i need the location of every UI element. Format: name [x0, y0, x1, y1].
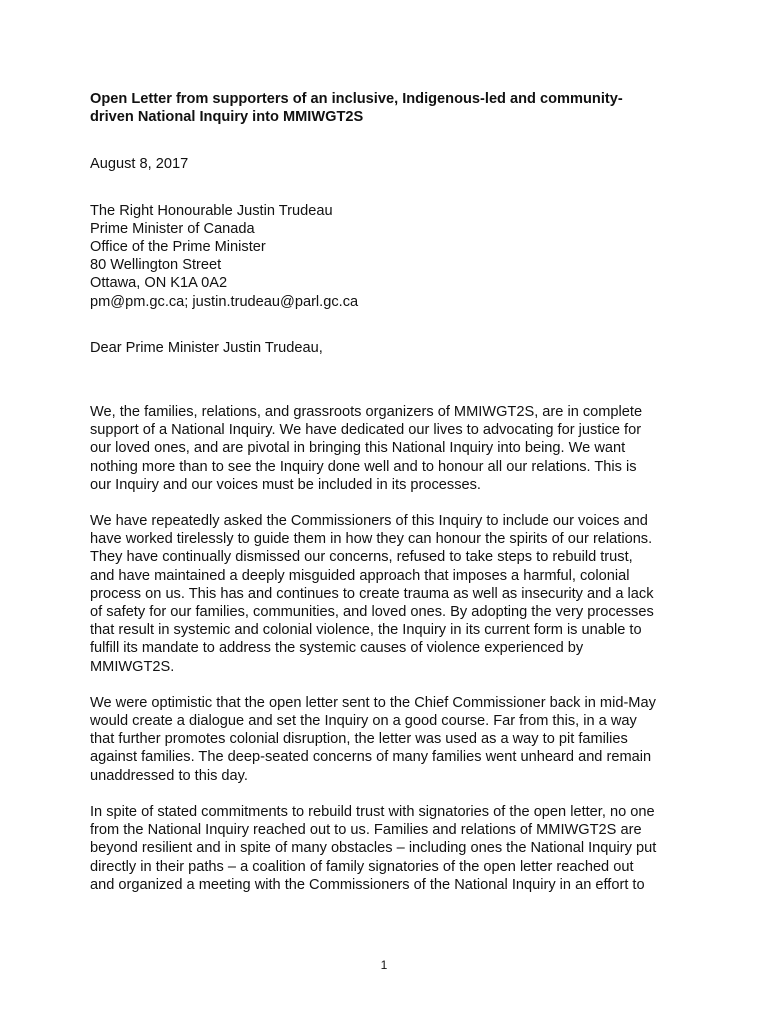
- paragraph-line: nothing more than to see the Inquiry done well and to honour all our relations. This is: [90, 458, 637, 475]
- address-line: Office of the Prime Minister: [90, 239, 266, 256]
- address-line: The Right Honourable Justin Trudeau: [90, 202, 333, 219]
- paragraph-line: that further promotes colonial disruption, the letter was used as a way to pit families: [90, 731, 628, 748]
- paragraph-line: of safety for our families, communities, and loved ones. By adopting the very processes: [90, 604, 654, 621]
- paragraph-line: and have maintained a deeply misguided approach that imposes a harmful, colonial: [90, 567, 630, 584]
- paragraph-line: We were optimistic that the open letter sent to the Chief Commissioner back in mid-May: [90, 694, 656, 711]
- paragraph-line: We have repeatedly asked the Commissioners of this Inquiry to include our voices and: [90, 513, 648, 530]
- paragraph-line: and organized a meeting with the Commissioners of the National Inquiry in an effort to: [90, 876, 645, 893]
- letter-date: August 8, 2017: [90, 156, 189, 173]
- paragraph-line: They have continually dismissed our concerns, refused to take steps to rebuild trust,: [90, 549, 633, 566]
- title-line: Open Letter from supporters of an inclusive, Indigenous-led and community-: [90, 91, 623, 107]
- body-paragraph-3: [90, 694, 690, 785]
- body-paragraph-1: [90, 403, 690, 494]
- page-number: 1: [380, 958, 388, 972]
- address-line: Prime Minister of Canada: [90, 220, 255, 237]
- address-line: pm@pm.gc.ca; justin.trudeau@parl.gc.ca: [90, 293, 359, 310]
- paragraph-line: process on us. This has and continues to create trauma as well as insecurity and a lack: [90, 585, 654, 602]
- paragraph-line: directly in their paths – a coalition of family signatories of the open letter reached out: [90, 858, 634, 875]
- paragraph-line: unaddressed to this day.: [90, 767, 248, 784]
- paragraph-line: MMIWGT2S.: [90, 658, 175, 675]
- paragraph-line: our Inquiry and our voices must be included in its processes.: [90, 476, 481, 493]
- recipient-address: [90, 202, 690, 311]
- letter-title: [90, 90, 690, 126]
- paragraph-line: We, the families, relations, and grassroots organizers of MMIWGT2S, are in complete: [90, 404, 643, 421]
- title-line: driven National Inquiry into MMIWGT2S: [90, 109, 364, 126]
- paragraph-line: In spite of stated commitments to rebuild trust with signatories of the open letter, no one: [90, 803, 655, 820]
- paragraph-line: from the National Inquiry reached out to us. Families and relations of MMIWGT2S are: [90, 822, 642, 839]
- address-line: Ottawa, ON K1A 0A2: [90, 275, 228, 292]
- paragraph-line: against families. The deep-seated concerns of many families went unheard and remain: [90, 749, 652, 766]
- paragraph-line: support of a National Inquiry. We have dedicated our lives to advocating for justice for: [90, 422, 642, 439]
- letter-content: [90, 90, 690, 894]
- paragraph-line: have worked tirelessly to guide them in how they can honour the spirits of our relations.: [90, 531, 653, 548]
- body-paragraph-2: [90, 512, 690, 676]
- paragraph-line: fulfill its mandate to address the systemic causes of violence experienced by: [90, 640, 584, 657]
- paragraph-line: would create a dialogue and set the Inquiry on a good course. Far from this, in a way: [90, 713, 637, 730]
- paragraph-line: that result in systemic and colonial violence, the Inquiry in its current form is unable to: [90, 622, 642, 639]
- paragraph-line: beyond resilient and in spite of many obstacles – including ones the National Inquiry put: [90, 840, 657, 857]
- address-line: 80 Wellington Street: [90, 257, 222, 274]
- salutation: Dear Prime Minister Justin Trudeau,: [90, 339, 323, 356]
- paragraph-line: our loved ones, and are pivotal in bringing this National Inquiry into being. We want: [90, 440, 626, 457]
- body-paragraph-4: [90, 803, 690, 894]
